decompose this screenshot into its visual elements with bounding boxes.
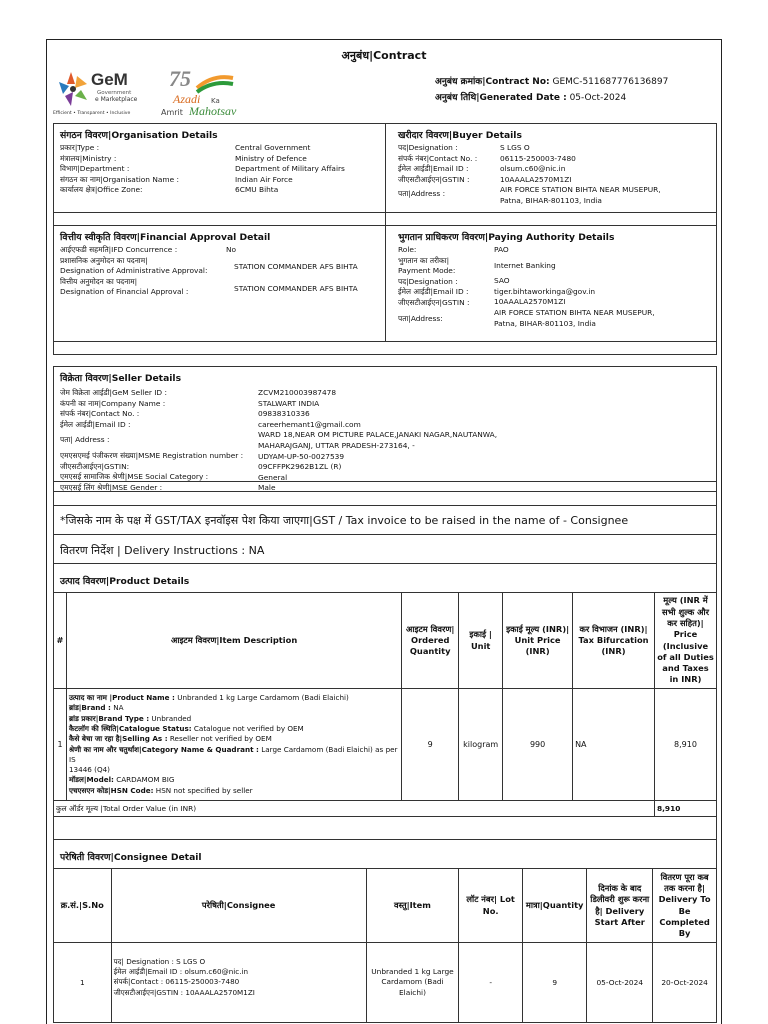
delivery-instructions: वितरण निर्देश | Delivery Instructions : NA (60, 544, 265, 557)
gst-note: *जिसके नाम के पक्ष में GST/TAX इनवॉइस पेश किया जाएगा|GST / Tax invoice to be raised in the name of - Consignee (60, 514, 629, 527)
col-delivery-start: दिनांक के बाद डिलीवरी शुरू करना है| Delivery Start After (587, 869, 653, 943)
org-title: संगठन विवरण|Organisation Details (60, 130, 218, 141)
amrit-text: Amrit (161, 108, 183, 117)
product-header-row (54, 593, 717, 689)
col-quantity: आइटम विवरण| Ordered Quantity (402, 593, 459, 689)
col-total-price: मूल्य (INR में सभी शुल्क और कर सहित)| Price (Inclusive of all Duties and Taxes in INR) (654, 593, 716, 689)
org-values: Central Government Ministry of Defence Department of Military Affairs Indian Air Force 6CMU Bihta (235, 143, 345, 195)
page-title: अनुबंध|Contract (341, 49, 427, 62)
col-description: आइटम विवरण|Item Description (66, 593, 401, 689)
consignee-header-row (54, 869, 717, 943)
paying-keys: Role: भुगतान का तरीका| Payment Mode: पद|Designation : ईमेल आईडी|Email ID : जीएसटीआईएन|GSTIN : पता|Address: (398, 245, 470, 323)
buyer-keys: पद|Designation : संपर्क नंबर|Contact No. : ईमेल आईडी|Email ID : जीएसटीआईएन|GSTIN : पता|Address : (398, 143, 478, 199)
org-keys: प्रकार|Type : मंत्रालय|Ministry : विभाग|Department : संगठन का नाम|Organisation Name : कार्यालय क्षेत्र|Office Zone: (60, 143, 179, 195)
flag-swoosh-icon (195, 74, 235, 94)
buyer-title: खरीदार विवरण|Buyer Details (398, 130, 522, 141)
consignee-complete: 20-Oct-2024 (653, 943, 717, 1023)
consignee-details: पद| Designation : S LGS O ईमेल आईडी|Email ID : olsum.c60@nic.in संपर्क|Contact : 06115-250003-7480 जीएसटीआईएन|GSTIN : 10AAALA2570M1ZI (111, 943, 366, 1023)
col-num: # (54, 593, 67, 689)
ka-text: Ka (211, 97, 220, 105)
gem-logo-area (53, 68, 253, 128)
product-total: 8,910 (654, 689, 716, 801)
col-consignee: परेषिती|Consignee (111, 869, 366, 943)
product-title: उत्पाद विवरण|Product Details (60, 576, 190, 587)
product-description: उत्पाद का नाम |Product Name : Unbranded 1 kg Large Cardamom (Badi Elaichi) ब्रांड|Brand : NA ब्रांड प्रकार|Brand Type : Unbranded कैटलॉग की स्थिति|Catalogue Status: Catalogue not verified by OEM कैसे बेचा जा रहा है|Selling As : Reseller not verified by OEM श्रेणी का नाम और चतुर्थांश|Category Name & Quadrant : Large Cardamom (Badi Elaichi) as per IS 13446 (Q4) मॉडल|Model: CARDAMOM BIG एचएसएन कोड|HSN Code: HSN not specified by seller (66, 689, 401, 801)
product-price: 990 (503, 689, 573, 801)
gst-note-box (53, 505, 717, 535)
spacer-row-1 (53, 341, 717, 355)
mahotsav-text: Mahotsav (189, 104, 237, 118)
ifd-value: No (226, 245, 237, 254)
seller-title: विक्रेता विवरण|Seller Details (60, 373, 182, 384)
generated-date: 05-Oct-2024 (569, 93, 627, 103)
azadi-text: Azadi (173, 92, 201, 106)
product-row: 1 उत्पाद का नाम |Product Name : Unbranded 1 kg Large Cardamom (Badi Elaichi) ब्रांड|Brand : NA ब्रांड प्रकार|Brand Type : Unbranded कैटलॉग की स्थिति|Catalogue Status: Catalogue not verified by OEM कैसे बेचा जा रहा है|Selling As : Reseller not verified by OEM श्रेणी का नाम और चतुर्थांश|Category Name & Quadrant : Large Cardamom (Badi Elaichi) as per IS 13446 (Q4) मॉडल|Model: CARDAMOM BIG एचएसएन कोड|HSN Code: HSN not specified by seller 9 kilogram 990 NA 8,910 (54, 689, 717, 801)
order-total-row (54, 801, 717, 817)
product-qty: 9 (402, 689, 459, 801)
product-unit: kilogram (459, 689, 503, 801)
consignee-table (53, 868, 717, 1023)
col-lot: लॉट नंबर| Lot No. (459, 869, 523, 943)
gem-sub2: e Marketplace (95, 96, 138, 103)
col-unit: इकाई | Unit (459, 593, 503, 689)
contract-no-label: अनुबंध क्रमांक|Contract No: (435, 77, 550, 87)
financial-paying-box (53, 225, 717, 342)
col-tax: कर विभाजन (INR)| Tax Bifurcation (INR) (573, 593, 655, 689)
seller-values: ZCVM210003987478 STALWART INDIA 09838310336 careerhemant1@gmail.com WARD 18,NEAR OM PICTURE PALACE,JANAKI NAGAR,NAUTANWA, MAHARAJGANJ, UTTAR PRADESH-273164, - UDYAM-UP-50-0027539 09CFFPK2962B1ZL (R) General Male (258, 388, 498, 493)
financial-approval-value: STATION COMMANDER AFS BIHTA (234, 284, 358, 293)
azadi-logo (161, 68, 251, 124)
seller-box (53, 366, 717, 506)
financial-title: वित्तीय स्वीकृति विवरण|Financial Approval Detail (60, 232, 271, 243)
product-table (53, 592, 717, 817)
product-title-box (53, 563, 717, 593)
consignee-title: परेषिती विवरण|Consignee Detail (60, 852, 202, 863)
buyer-values: S LGS O 06115-250003-7480 olsum.c60@nic.in 10AAALA2570M1ZI AIR FORCE STATION BIHTA NEAR MUSEPUR, Patna, BIHAR-801103, India (500, 143, 661, 205)
order-total-value: 8,910 (654, 801, 716, 817)
col-delivery-complete: वितरण पूरा कब तक करना है| Delivery To Be Completed By (653, 869, 717, 943)
gem-sub1: Government (97, 90, 132, 96)
consignee-lot: - (459, 943, 523, 1023)
seventy-five: 75 (169, 66, 191, 91)
consignee-item: Unbranded 1 kg Large Cardamom (Badi Elaichi) (366, 943, 459, 1023)
col-sno: क्र.सं.|S.No (54, 869, 112, 943)
generated-date-label: अनुबंध तिथि|Generated Date : (435, 93, 567, 103)
admin-approval-value: STATION COMMANDER AFS BIHTA (234, 262, 358, 271)
org-buyer-box (53, 123, 717, 226)
consignee-row: 1 पद| Designation : S LGS O ईमेल आईडी|Email ID : olsum.c60@nic.in संपर्क|Contact : 06115-250003-7480 जीएसटीआईएन|GSTIN : 10AAALA2570M1ZI Unbranded 1 kg Large Cardamom (Badi Elaichi) - 9 05-Oct-2024 20-Oct-2024 (54, 943, 717, 1023)
seller-keys: जेम विक्रेता आईडी|GeM Seller ID : कंपनी का नाम|Company Name : संपर्क नंबर|Contact No. : ईमेल आईडी|Email ID : पता| Address : एमएसएमई पंजीकरण संख्या|MSME Registration number : जीएसटीआईएन|GSTIN: एमएसई सामाजिक श्रेणी|MSE Social Category : एमएसई लिंग श्रेणी|MSE Gender : (60, 388, 244, 492)
col-qty: मात्रा|Quantity (523, 869, 587, 943)
financial-keys: आईएफडी सहमति|IFD Concurrence : प्रशासनिक अनुमोदन का पदनाम| Designation of Administrative Approval: वित्तीय अनुमोदन का पदनाम| Designation of Financial Approval : (60, 245, 208, 297)
paying-title: भुगतान प्राधिकरण विवरण|Paying Authority Details (398, 232, 615, 243)
contract-header-info (435, 74, 668, 106)
spacer-row-2 (53, 816, 717, 840)
order-total-label: कुल ऑर्डर मूल्य |Total Order Value (in INR) (54, 801, 655, 817)
delivery-box (53, 534, 717, 564)
col-unit-price: इकाई मूल्य (INR)| Unit Price (INR) (503, 593, 573, 689)
product-tax: NA (573, 689, 655, 801)
consignee-qty: 9 (523, 943, 587, 1023)
consignee-start: 05-Oct-2024 (587, 943, 653, 1023)
contract-no: GEMC-511687776136897 (552, 77, 669, 87)
gem-tagline: Efficient • Transparent • Inclusive (53, 111, 131, 116)
col-item: वस्तु|Item (366, 869, 459, 943)
paying-values: PAO Internet Banking SAO tiger.bihtaworkinga@gov.in 10AAALA2570M1ZI AIR FORCE STATION BIHTA NEAR MUSEPUR, Patna, BIHAR-801103, India (494, 245, 655, 328)
consignee-title-box (53, 839, 717, 869)
contract-page (46, 39, 722, 1024)
gem-name: GeM (91, 70, 128, 89)
